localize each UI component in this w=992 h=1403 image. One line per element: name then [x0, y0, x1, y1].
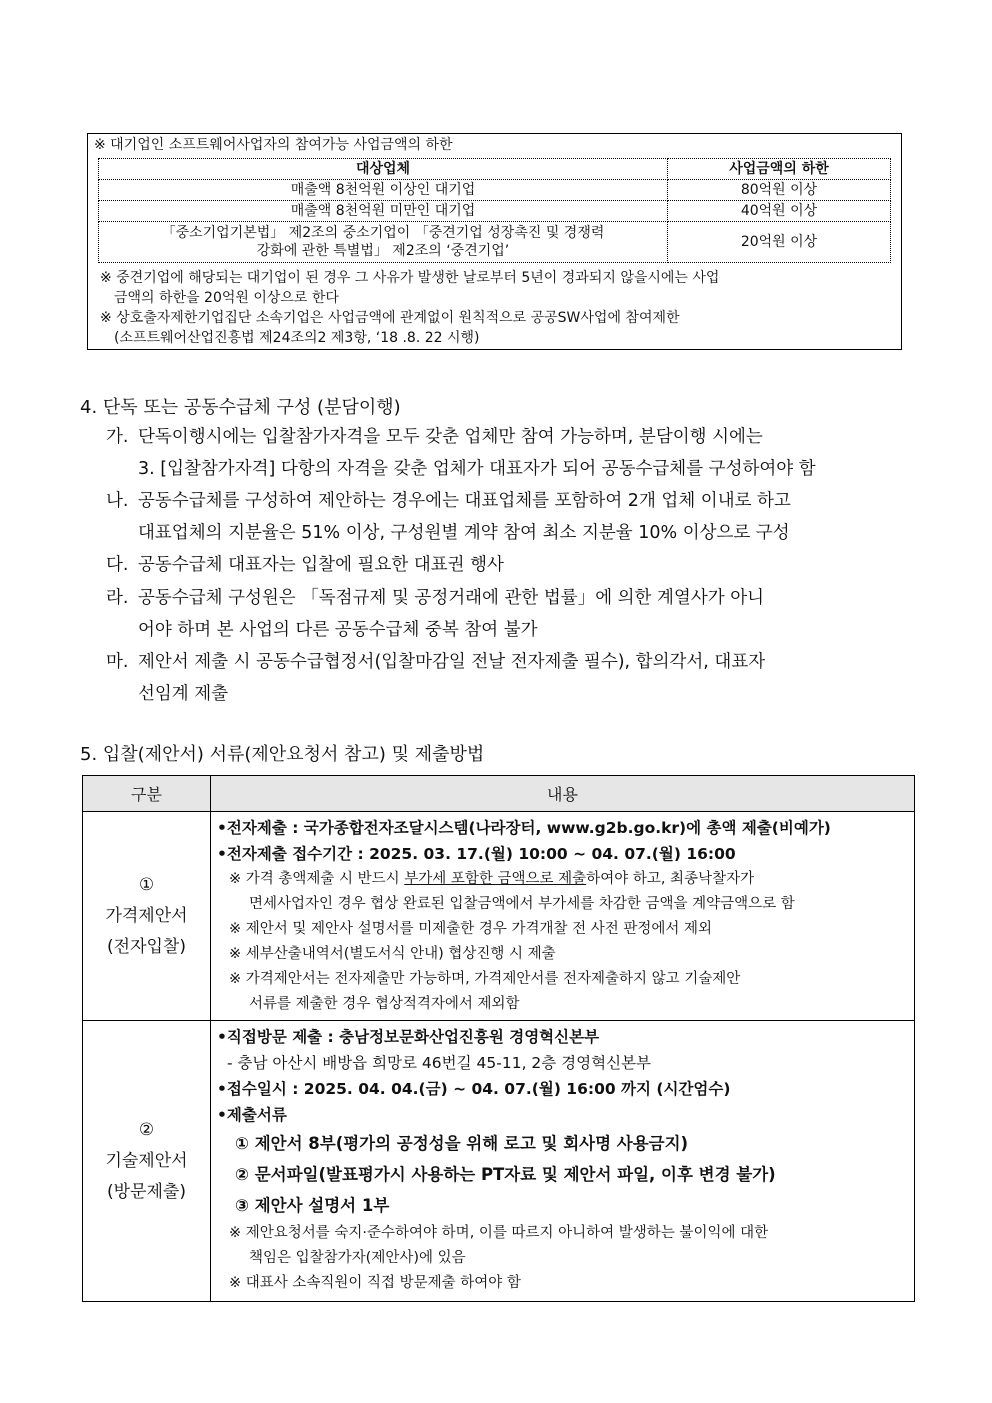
submission-table [82, 775, 915, 1302]
item-text: 공동수급체를 구성하여 제안하는 경우에는 대표업체를 포함하여 2개 업체 이내로 하고 [138, 491, 791, 511]
price-content-cell [211, 812, 915, 1021]
section-5-title: 5. 입찰(제안서) 서류(제안요청서 참고) 및 제출방법 [80, 744, 485, 765]
item-marker: 다. [106, 555, 129, 575]
section-4-title: 4. 단독 또는 공동수급체 구성 (분담이행) [80, 397, 401, 418]
note-line [217, 867, 908, 892]
note-line: ※ 상호출자제한기업집단 소속기업은 사업금액에 관계없이 원칙적으로 공공SW사업에 참여제한 [100, 310, 680, 326]
table-row [99, 201, 891, 222]
item-marker: 가. [106, 427, 129, 447]
item-text: 어야 하며 본 사업의 다른 공동수급체 중복 참여 불가 [138, 620, 538, 640]
note-text: ※ 가격 총액제출 시 반드시 [229, 871, 405, 887]
header-category: 구분 [83, 776, 211, 812]
note-line: ※ 제안요청서를 숙지·준수하여야 하며, 이를 따르지 아니하여 발생하는 불이익에 대한 [229, 1225, 769, 1241]
min-amount-notice-box [87, 133, 902, 350]
item-marker: 마. [106, 652, 129, 672]
amount-cell: 80억원 이상 [668, 180, 891, 201]
list-item [106, 421, 912, 485]
header-target: 대상업체 [99, 159, 668, 180]
target-cell [99, 222, 668, 263]
note-text: 면세사업자인 경우 협상 완료된 입찰금액에서 부가세를 차감한 금액을 계약금액으로 함 [249, 896, 795, 912]
note-line: ※ 대표사 소속직원이 직접 방문제출 하여야 함 [229, 1275, 521, 1291]
item-text: 대표업체의 지분율은 51% 이상, 구성원별 계약 참여 최소 지분율 10% 이상으로 구성 [138, 523, 790, 543]
content-line: •접수일시 : 2025. 04. 04.(금) ~ 04. 07.(월) 16:00 까지 (시간엄수) [217, 1080, 731, 1098]
target-cell: 매출액 8천억원 이상인 대기업 [99, 180, 668, 201]
price-proposal-row [83, 812, 915, 1021]
document-item: ② 문서파일(발표평가시 사용하는 PT자료 및 제안서 파일, 이후 변경 불가) [235, 1165, 776, 1184]
item-text: 공동수급체 구성원은 「독점규제 및 공정거래에 관한 법률」에 의한 계열사가 아니 [138, 588, 765, 608]
address-line: - 충남 아산시 배방읍 희망로 46번길 45-11, 2층 경영혁신본부 [227, 1054, 652, 1072]
note-line: 금액의 하한을 20억원 이상으로 한다 [114, 290, 339, 306]
item-text: 3. [입찰참가자격] 다항의 자격을 갖춘 업체가 대표자가 되어 공동수급체를 구성하여야 함 [138, 459, 816, 479]
note-line [217, 1246, 908, 1271]
amount-cell: 20억원 이상 [668, 222, 891, 263]
target-line: 「중소기업기본법」 제2조의 중소기업이 「중견기업 성장촉진 및 경쟁력 [161, 225, 605, 241]
notice-title: ※ 대기업인 소프트웨어사업자의 참여가능 사업금액의 하한 [94, 137, 453, 153]
content-line: •전자제출 접수기간 : 2025. 03. 17.(월) 10:00 ~ 04. 07.(월) 16:00 [217, 845, 736, 863]
header-content: 내용 [211, 776, 915, 812]
note-line: ※ 중견기업에 해당되는 대기업이 된 경우 그 사유가 발생한 날로부터 5년이 경과되지 않을시에는 사업 [100, 270, 720, 286]
target-line: 강화에 관한 특별법」 제2조의 ‘중견기업’ [256, 243, 510, 259]
price-category-cell [83, 812, 211, 1021]
item-marker: 나. [106, 491, 129, 511]
note-line: ※ 제안서 및 제안사 설명서를 미제출한 경우 가격개찰 전 사전 판정에서 제외 [229, 921, 713, 937]
document-item: ③ 제안사 설명서 1부 [235, 1196, 390, 1215]
category-method: (전자입찰) [107, 936, 186, 957]
note-text: 하여야 하고, 최종낙찰자가 [586, 871, 755, 887]
list-item [106, 485, 912, 549]
list-item [106, 646, 912, 710]
table-header-row [99, 159, 891, 180]
category-name: 가격제안서 [105, 905, 188, 926]
note-line: ※ 세부산출내역서(별도서식 안내) 협상진행 시 제출 [229, 946, 556, 962]
notice-notes [100, 268, 895, 348]
note-text: 책임은 입찰참가자(제안사)에 있음 [249, 1250, 466, 1266]
item-text: 공동수급체 대표자는 입찰에 필요한 대표권 행사 [138, 555, 504, 575]
note-text: 서류를 제출한 경우 협상적격자에서 제외함 [249, 996, 520, 1012]
item-text: 선임계 제출 [138, 684, 229, 704]
note-line: ※ 가격제안서는 전자제출만 가능하며, 가격제안서를 전자제출하지 않고 기술제안 [229, 971, 741, 987]
category-method: (방문제출) [107, 1181, 186, 1202]
table-row [99, 222, 891, 263]
amount-cell: 40억원 이상 [668, 201, 891, 222]
item-marker: 라. [106, 588, 129, 608]
item-text: 단독이행시에는 입찰참가자격을 모두 갖춘 업체만 참여 가능하며, 분담이행 시에는 [138, 427, 763, 447]
tech-proposal-row [83, 1021, 915, 1302]
item-text: 제안서 제출 시 공동수급협정서(입찰마감일 전날 전자제출 필수), 합의각서, 대표자 [138, 652, 766, 672]
category-number: ① [138, 874, 155, 895]
tech-category-cell [83, 1021, 211, 1302]
target-cell: 매출액 8천억원 미만인 대기업 [99, 201, 668, 222]
document-item: ① 제안서 8부(평가의 공정성을 위해 로고 및 회사명 사용금지) [235, 1134, 689, 1153]
table-row [99, 180, 891, 201]
min-amount-table [98, 158, 891, 263]
category-number: ② [138, 1119, 155, 1140]
note-line: (소프트웨어산업진흥법 제24조의2 제3항, ‘18 .8. 22 시행) [114, 330, 480, 346]
content-line: •직접방문 제출 : 충남정보문화산업진흥원 경영혁신본부 [217, 1028, 600, 1046]
note-underlined-text: 부가세 포함한 금액으로 제출 [404, 871, 587, 887]
list-item [106, 582, 912, 646]
content-line: •전자제출 : 국가종합전자조달시스템(나라장터, www.g2b.go.kr)에 총액 제출(비예가) [217, 819, 831, 837]
header-amount: 사업금액의 하한 [668, 159, 891, 180]
note-line [217, 992, 908, 1017]
content-line: •제출서류 [217, 1106, 287, 1124]
list-item [106, 549, 912, 581]
note-line [217, 892, 908, 917]
tech-content-cell [211, 1021, 915, 1302]
category-name: 기술제안서 [105, 1150, 188, 1171]
table-header-row [83, 776, 915, 812]
